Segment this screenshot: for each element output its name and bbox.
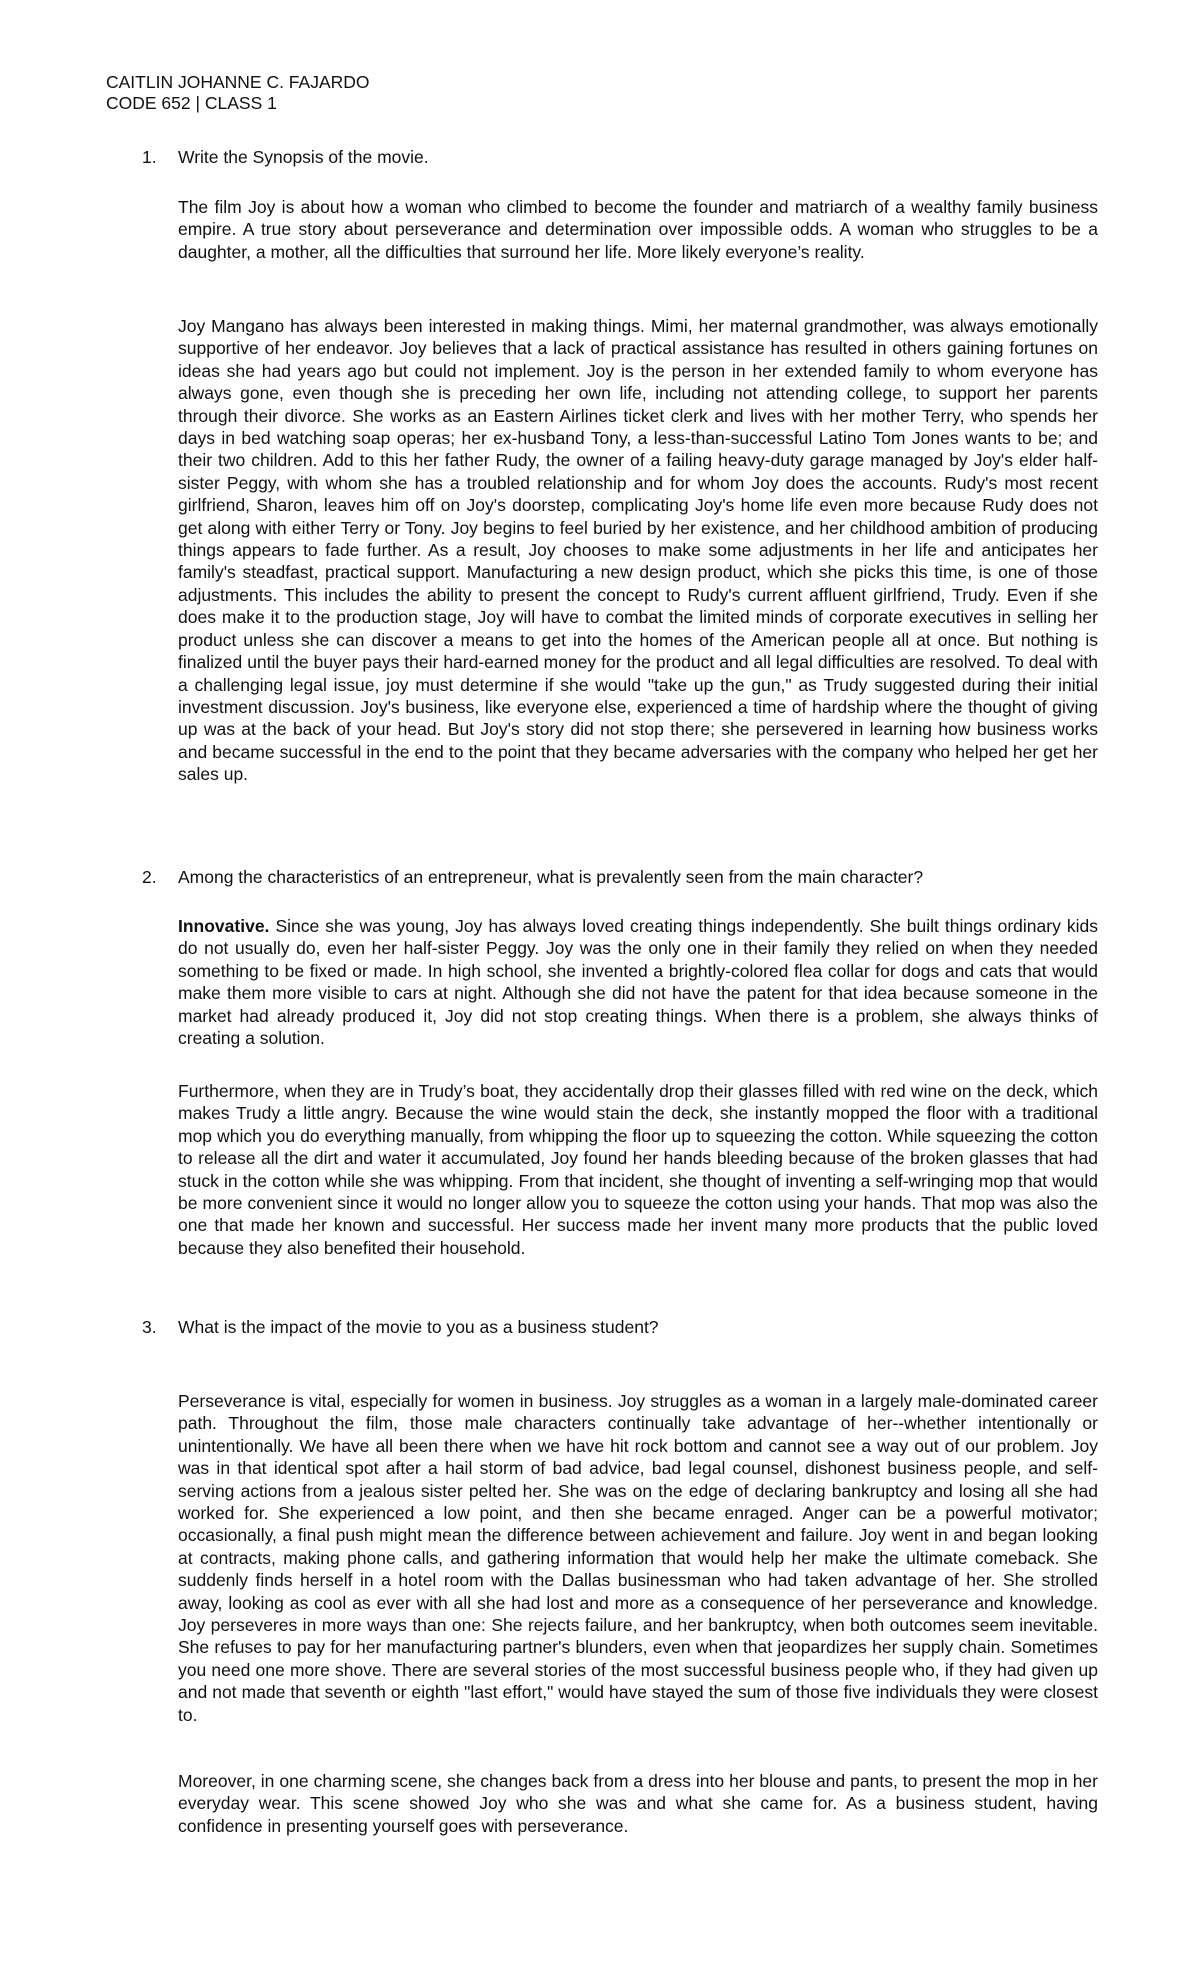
question-number: 2. [142,867,157,887]
question-number: 1. [142,147,157,167]
document-header [106,72,370,114]
impact-paragraph-1: Perseverance is vital, especially for women in business. Joy struggles as a woman in a largely male-dominated career path. Throughout the film, those male characters continually take advantage of her--whether intentionally or unintentionally. We have all been there when we have hit rock bottom and cannot see a way out of our problem. Joy was in that identical spot after a hail storm of bad advice, bad legal counsel, dishonest business people, and self-serving actions from a jealous sister pelted her. She was on the edge of declaring bankruptcy and losing all she had worked for. She experienced a low point, and then she became enraged. Anger can be a powerful motivator; occasionally, a final push might mean the difference between achievement and failure. Joy went in and began looking at contracts, making phone calls, and gathering information that would help her make the ultimate comeback. She suddenly finds herself in a hotel room with the Dallas businessman who had taken advantage of her. She strolled away, looking as cool as ever with all she had lost and more as a consequence of her perseverance and knowledge. Joy perseveres in more ways than one: She rejects failure, and her bankruptcy, when both outcomes seem inevitable. She refuses to pay for her manufacturing partner's blunders, even when that jeopardizes her supply chain. Sometimes you need one more shove. There are several stories of the most successful business people who, if they had given up and not made that seventh or eighth "last effort," would have stayed the sum of those five individuals they were closest to. [178,1391,1098,1725]
class-code: CODE 652 | CLASS 1 [106,93,277,113]
synopsis-paragraph-2: Joy Mangano has always been interested in making things. Mimi, her maternal grandmother, was always emotionally supportive of her endeavor. Joy believes that a lack of practical assistance has resulted in others gaining fortunes on ideas she had years ago but could not implement. Joy is the person in her extended family to whom everyone has always gone, even though she is preceding her own life, including not attending college, to support her parents through their divorce. She works as an Eastern Airlines ticket clerk and lives with her mother Terry, who spends her days in bed watching soap operas; her ex-husband Tony, a less-than-successful Latino Tom Jones wants to be; and their two children. Add to this her father Rudy, the owner of a failing heavy-duty garage managed by Joy's elder half-sister Peggy, with whom she has a troubled relationship and for whom Joy does the accounts. Rudy's most recent girlfriend, Sharon, leaves him off on Joy's doorstep, complicating Joy's home life even more because Rudy does not get along with either Terry or Tony. Joy begins to feel buried by her existence, and her childhood ambition of producing things appears to fade further. As a result, Joy chooses to make some adjustments in her life and anticipates her family's steadfast, practical support. Manufacturing a new design product, which she picks this time, is one of those adjustments. This includes the ability to present the concept to Rudy's current affluent girlfriend, Trudy. Even if she does make it to the production stage, Joy will have to combat the limited minds of corporate executives in selling her product unless she can discover a means to get into the homes of the American people all at once. But nothing is finalized until the buyer pays their hard-earned money for the product and all legal difficulties are resolved. To deal with a challenging legal issue, joy must determine if she would "take up the gun," as Trudy suggested during their initial investment discussion. Joy's business, like everyone else, experienced a time of hardship where the thought of giving up was at the back of your head. But Joy's story did not stop there; she persevered in learning how business works and became successful in the end to the point that they became adversaries with the company who helped her get her sales up. [178,316,1098,785]
synopsis-paragraph-1: The film Joy is about how a woman who climbed to become the founder and matriarch of a wealthy family business empire. A true story about perseverance and determination over impossible odds. A woman who struggles to be a daughter, a mother, all the difficulties that surround her life. More likely everyone’s reality. [178,197,1098,262]
characteristic-paragraph-2: Furthermore, when they are in Trudy’s boat, they accidentally drop their glasses filled with red wine on the deck, which makes Trudy a little angry. Because the wine would stain the deck, she instantly mopped the floor with a traditional mop which you do everything manually, from whipping the floor up to squeezing the cotton. While squeezing the cotton to release all the dirt and water it accumulated, Joy found her hands bleeding because of the broken glasses that had stuck in the cotton while she was whipping. From that incident, she thought of inventing a self-wringing mop that would be more convenient since it would no longer allow you to squeeze the cotton using your hands. That mop was also the one that made her known and successful. Her success made her invent many more products that the public loved because they also benefited their household. [178,1081,1098,1258]
impact-paragraph-2: Moreover, in one charming scene, she changes back from a dress into her blouse and pants, to present the mop in her everyday wear. This scene showed Joy who she was and what she came for. As a business student, having confidence in presenting yourself goes with perseverance. [178,1771,1098,1836]
question-text: Among the characteristics of an entrepreneur, what is prevalently seen from the main character? [178,867,924,887]
question-number: 3. [142,1317,157,1337]
characteristic-text: Since she was young, Joy has always loved creating things independently. She built things ordinary kids do not usually do, even her half-sister Peggy. Joy was the only one in their family they relied on when they needed something to be fixed or made. In high school, she invented a brightly-colored flea collar for dogs and cats that would make them more visible to cars at night. Although she did not have the patent for that idea because someone in the market had already produced it, Joy did not stop creating things. When there is a problem, she always thinks of creating a solution. [178,916,1098,1049]
characteristic-paragraph-1 [178,915,1098,1049]
student-name: CAITLIN JOHANNE C. FAJARDO [106,72,370,92]
question-text: What is the impact of the movie to you as a business student? [178,1317,659,1337]
characteristic-term: Innovative. [178,916,270,936]
question-text: Write the Synopsis of the movie. [178,147,429,167]
